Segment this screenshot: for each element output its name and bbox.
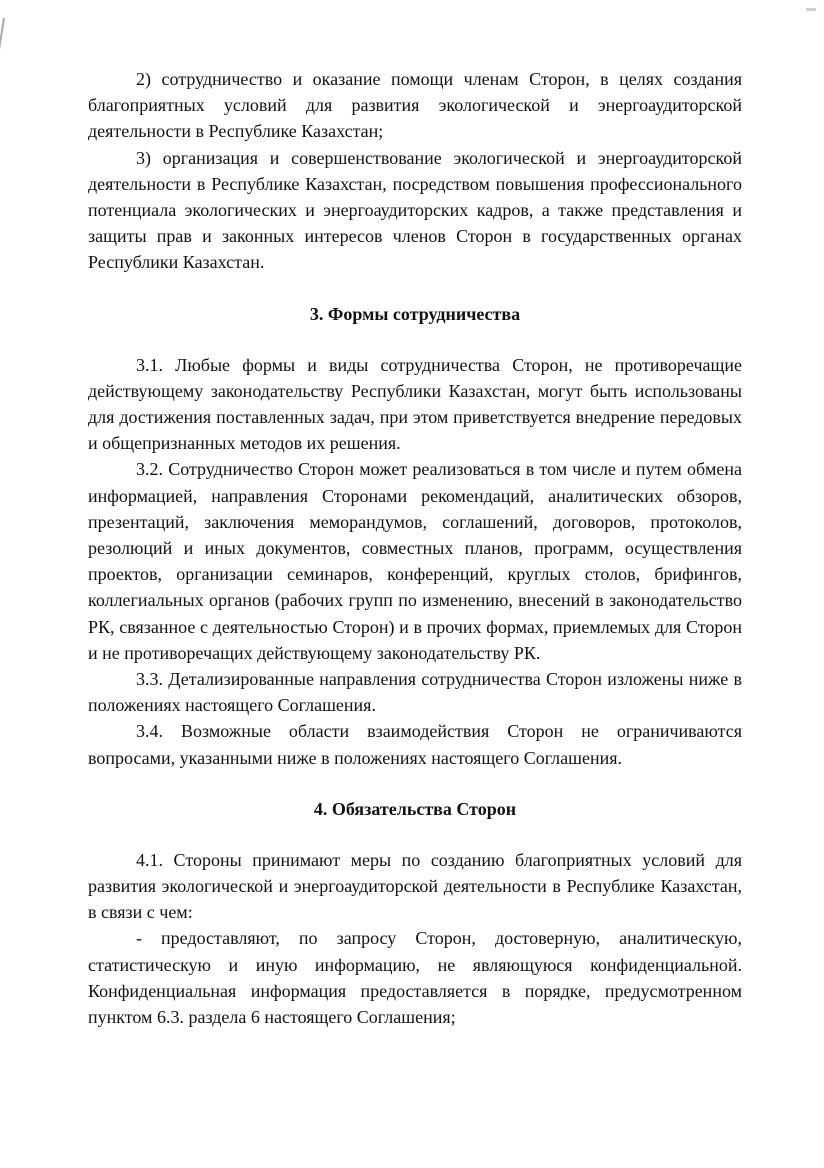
document-page (88, 66, 742, 1030)
section-4-title: 4. Обязательства Сторон (313, 798, 517, 819)
scan-corner-mark (806, 8, 816, 11)
scan-edge-mark (0, 18, 5, 166)
clause-3-1: 3.1. Любые формы и виды сотрудничества Сторон, не противоречащие действующему законодательству Республики Казахстан, могут быть использованы для достижения поставленных задач, при этом приветствуется внедрение передовых и общепризнанных методов их решения. (88, 354, 742, 454)
clause-3-3: 3.3. Детализированные направления сотрудничества Сторон изложены ниже в положениях настоящего Соглашения. (88, 669, 742, 716)
section-4-body (88, 847, 742, 1030)
section-3-body (88, 352, 742, 771)
clause-3-4: 3.4. Возможные области взаимодействия Сторон не ограничиваются вопросами, указанными ниже в положениях настоящего Соглашения. (88, 721, 742, 768)
section-3-title: 3. Формы сотрудничества (309, 303, 521, 324)
clause-3-2: 3.2. Сотрудничество Сторон может реализоваться в том числе и путем обмена информацией, направления Сторонами рекомендаций, аналитических обзоров, презентаций, заключения меморандумов, соглашений, договоров, протоколов, резолюций и иных документов, совместных планов, программ, осуществления проектов, организации семинаров, конференций, круглых столов, брифингов, коллегиальных органов (рабочих групп по изменению, внесений в законодательство РК, связанное с деятельностью Сторон) и в прочих формах, приемлемых для Сторон и не противоречащих действующему законодательству РК. (88, 459, 742, 663)
intro-item-3: 3) организация и совершенствование экологической и энергоаудиторской деятельности в Республике Казахстан, посредством повышения профессионального потенциала экологических и энергоаудиторских кадров, а также представления и защиты прав и законных интересов членов Сторон в государственных органах Республики Казахстан. (88, 147, 742, 273)
clause-4-1-bullet: - предоставляют, по запросу Сторон, достоверную, аналитическую, статистическую и иную информацию, не являющуюся конфиденциальной. Конфиденциальная информация предоставляется в порядке, предусмотренном пунктом 6.3. раздела 6 настоящего Соглашения; (88, 928, 742, 1028)
intro-item-2: 2) сотрудничество и оказание помощи членам Сторон, в целях создания благоприятных условий для развития экологической и энергоаудиторской деятельности в Республике Казахстан; (88, 69, 742, 142)
clause-4-1: 4.1. Стороны принимают меры по созданию благоприятных условий для развития экологической и энергоаудиторской деятельности в Республике Казахстан, в связи с чем: (88, 849, 742, 923)
